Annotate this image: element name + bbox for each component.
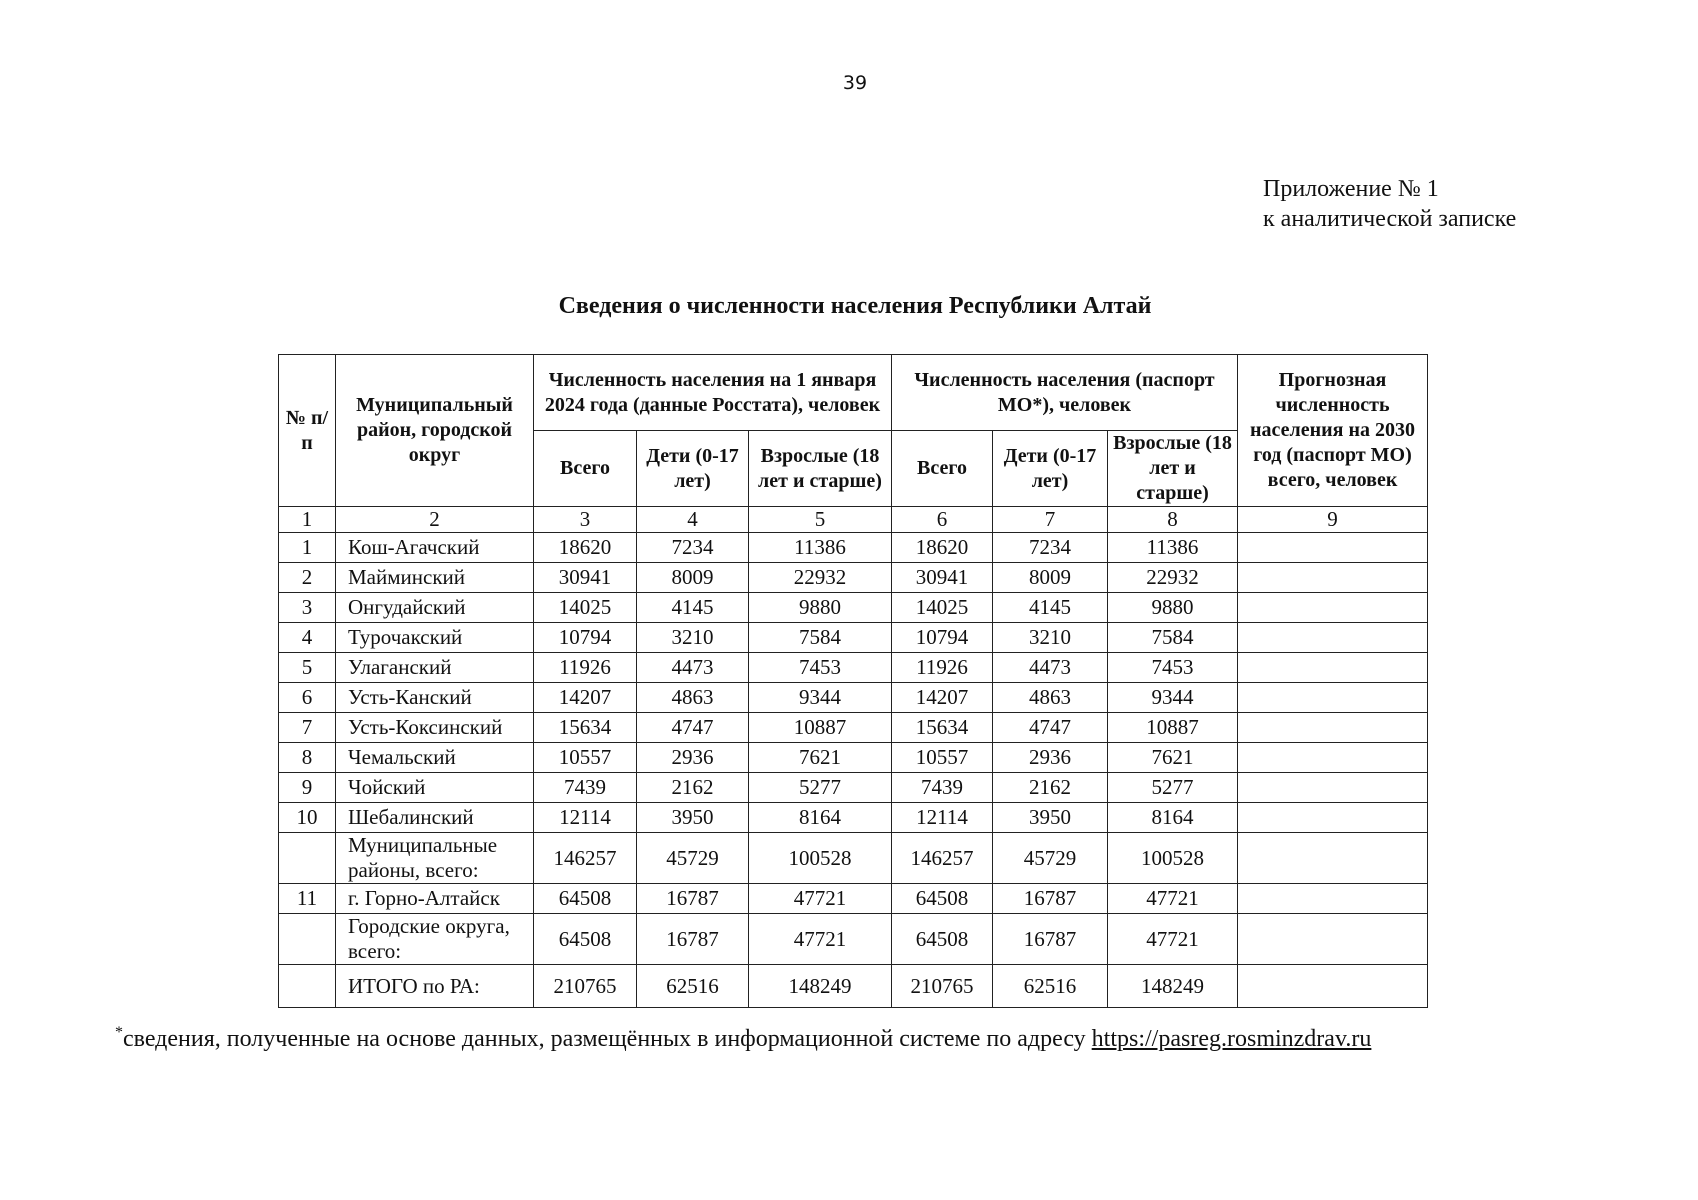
value-cell: 146257: [892, 833, 993, 884]
header-passport-children: Дети (0-17 лет): [993, 431, 1108, 507]
value-cell: 4747: [637, 713, 749, 743]
value-cell: 45729: [993, 833, 1108, 884]
value-cell: 14207: [892, 683, 993, 713]
value-cell: 4863: [637, 683, 749, 713]
value-cell: 10557: [892, 743, 993, 773]
value-cell: [1238, 713, 1428, 743]
value-cell: 15634: [892, 713, 993, 743]
value-cell: 10887: [749, 713, 892, 743]
district-name: Городские округа, всего:: [336, 914, 534, 965]
row-number: 10: [279, 803, 336, 833]
value-cell: 9880: [1108, 593, 1238, 623]
value-cell: 18620: [892, 533, 993, 563]
value-cell: 64508: [892, 914, 993, 965]
appendix-line-1: Приложение № 1: [1263, 176, 1439, 202]
table-row: [279, 623, 1428, 653]
column-number: 6: [892, 507, 993, 533]
district-name: Шебалинский: [336, 803, 534, 833]
value-cell: 7621: [1108, 743, 1238, 773]
value-cell: 12114: [892, 803, 993, 833]
value-cell: 11926: [892, 653, 993, 683]
value-cell: 64508: [534, 884, 637, 914]
table-row: [279, 593, 1428, 623]
value-cell: 47721: [749, 914, 892, 965]
table-row: [279, 533, 1428, 563]
value-cell: 3950: [993, 803, 1108, 833]
district-name: Чойский: [336, 773, 534, 803]
value-cell: 100528: [1108, 833, 1238, 884]
value-cell: 9880: [749, 593, 892, 623]
cities-total-row: [279, 914, 1428, 965]
value-cell: 8009: [993, 563, 1108, 593]
table-row: [279, 683, 1428, 713]
value-cell: 7584: [1108, 623, 1238, 653]
appendix-line-2: к аналитической записке: [1263, 206, 1517, 232]
column-number: 2: [336, 507, 534, 533]
districts-total-row: [279, 833, 1428, 884]
value-cell: [1238, 623, 1428, 653]
value-cell: 7453: [1108, 653, 1238, 683]
value-cell: [1238, 884, 1428, 914]
value-cell: [1238, 965, 1428, 1008]
row-number: 6: [279, 683, 336, 713]
column-number: 1: [279, 507, 336, 533]
value-cell: 2936: [993, 743, 1108, 773]
value-cell: 30941: [892, 563, 993, 593]
value-cell: 7621: [749, 743, 892, 773]
value-cell: 8164: [1108, 803, 1238, 833]
district-name: Онгудайский: [336, 593, 534, 623]
row-number: 9: [279, 773, 336, 803]
row-number: 8: [279, 743, 336, 773]
population-table: [278, 354, 1428, 1008]
value-cell: [1238, 914, 1428, 965]
column-number: 8: [1108, 507, 1238, 533]
empty-cell: [279, 914, 336, 965]
value-cell: 47721: [1108, 884, 1238, 914]
value-cell: 3210: [637, 623, 749, 653]
value-cell: 4863: [993, 683, 1108, 713]
district-name: Усть-Коксинский: [336, 713, 534, 743]
row-number: 2: [279, 563, 336, 593]
value-cell: 22932: [1108, 563, 1238, 593]
value-cell: 8164: [749, 803, 892, 833]
value-cell: 14207: [534, 683, 637, 713]
value-cell: 62516: [993, 965, 1108, 1008]
header-row-groups: [279, 355, 1428, 431]
row-number: 4: [279, 623, 336, 653]
value-cell: 148249: [749, 965, 892, 1008]
value-cell: 14025: [892, 593, 993, 623]
table-row: [279, 713, 1428, 743]
value-cell: [1238, 653, 1428, 683]
value-cell: 22932: [749, 563, 892, 593]
header-passport-adults: Взрослые (18 лет и старше): [1108, 431, 1238, 507]
row-number: 11: [279, 884, 336, 914]
district-name: Чемальский: [336, 743, 534, 773]
value-cell: 7584: [749, 623, 892, 653]
empty-cell: [279, 833, 336, 884]
table-row: [279, 773, 1428, 803]
value-cell: 4145: [993, 593, 1108, 623]
header-district: Муниципальный район, городской округ: [336, 355, 534, 507]
district-name: Майминский: [336, 563, 534, 593]
value-cell: [1238, 683, 1428, 713]
value-cell: 5277: [1108, 773, 1238, 803]
value-cell: [1238, 833, 1428, 884]
value-cell: 148249: [1108, 965, 1238, 1008]
value-cell: 47721: [749, 884, 892, 914]
document-title: Сведения о численности населения Республики Алтай: [558, 293, 1152, 319]
value-cell: [1238, 743, 1428, 773]
row-number: 3: [279, 593, 336, 623]
value-cell: 7439: [534, 773, 637, 803]
footnote-text: сведения, полученные на основе данных, размещённых в информационной системе по адресу: [123, 1026, 1092, 1052]
value-cell: 64508: [892, 884, 993, 914]
column-numbers-row: [279, 507, 1428, 533]
district-name: Кош-Агачский: [336, 533, 534, 563]
column-number: 3: [534, 507, 637, 533]
district-name: Усть-Канский: [336, 683, 534, 713]
footnote: [115, 1024, 1371, 1053]
value-cell: [1238, 773, 1428, 803]
value-cell: 11386: [1108, 533, 1238, 563]
value-cell: 9344: [749, 683, 892, 713]
value-cell: 4747: [993, 713, 1108, 743]
footnote-link[interactable]: https://pasreg.rosminzdrav.ru: [1091, 1026, 1372, 1052]
column-number: 5: [749, 507, 892, 533]
row-number: 1: [279, 533, 336, 563]
header-rosstat-adults: Взрослые (18 лет и старше): [749, 431, 892, 507]
value-cell: 7234: [993, 533, 1108, 563]
value-cell: 16787: [993, 914, 1108, 965]
column-number: 4: [637, 507, 749, 533]
value-cell: 18620: [534, 533, 637, 563]
row-number: 7: [279, 713, 336, 743]
value-cell: 4145: [637, 593, 749, 623]
table-body: [279, 533, 1428, 1008]
value-cell: 2936: [637, 743, 749, 773]
header-rosstat-total: Всего: [534, 431, 637, 507]
value-cell: 8009: [637, 563, 749, 593]
value-cell: [1238, 563, 1428, 593]
column-number: 9: [1238, 507, 1428, 533]
value-cell: 10887: [1108, 713, 1238, 743]
district-name: г. Горно-Алтайск: [336, 884, 534, 914]
value-cell: 47721: [1108, 914, 1238, 965]
district-name: Улаганский: [336, 653, 534, 683]
value-cell: 45729: [637, 833, 749, 884]
value-cell: 4473: [993, 653, 1108, 683]
empty-cell: [279, 965, 336, 1008]
column-number: 7: [993, 507, 1108, 533]
value-cell: 9344: [1108, 683, 1238, 713]
value-cell: 3210: [993, 623, 1108, 653]
value-cell: 15634: [534, 713, 637, 743]
value-cell: 10794: [534, 623, 637, 653]
value-cell: 2162: [993, 773, 1108, 803]
header-num: № п/п: [279, 355, 336, 507]
district-name: Муниципальные районы, всего:: [336, 833, 534, 884]
value-cell: 100528: [749, 833, 892, 884]
value-cell: 4473: [637, 653, 749, 683]
page-number: 39: [842, 72, 868, 94]
row-number: 5: [279, 653, 336, 683]
value-cell: 146257: [534, 833, 637, 884]
header-passport-total: Всего: [892, 431, 993, 507]
value-cell: 12114: [534, 803, 637, 833]
value-cell: 16787: [637, 884, 749, 914]
footnote-mark: *: [115, 1024, 123, 1041]
value-cell: 210765: [892, 965, 993, 1008]
value-cell: 11386: [749, 533, 892, 563]
table-row: [279, 803, 1428, 833]
table-row: [279, 563, 1428, 593]
value-cell: 14025: [534, 593, 637, 623]
grand-total-row: [279, 965, 1428, 1008]
value-cell: 30941: [534, 563, 637, 593]
value-cell: 16787: [993, 884, 1108, 914]
appendix-note: [1263, 174, 1516, 234]
table-row: [279, 884, 1428, 914]
district-name: Турочакский: [336, 623, 534, 653]
value-cell: 7439: [892, 773, 993, 803]
value-cell: 62516: [637, 965, 749, 1008]
table-row: [279, 653, 1428, 683]
value-cell: 3950: [637, 803, 749, 833]
value-cell: 210765: [534, 965, 637, 1008]
value-cell: 64508: [534, 914, 637, 965]
value-cell: 7453: [749, 653, 892, 683]
value-cell: 10794: [892, 623, 993, 653]
value-cell: 16787: [637, 914, 749, 965]
header-rosstat-group: Численность населения на 1 января 2024 года (данные Росстата), человек: [534, 355, 892, 431]
header-rosstat-children: Дети (0-17 лет): [637, 431, 749, 507]
value-cell: 10557: [534, 743, 637, 773]
value-cell: 2162: [637, 773, 749, 803]
district-name: ИТОГО по РА:: [336, 965, 534, 1008]
value-cell: [1238, 803, 1428, 833]
table-row: [279, 743, 1428, 773]
value-cell: 7234: [637, 533, 749, 563]
value-cell: [1238, 533, 1428, 563]
value-cell: 11926: [534, 653, 637, 683]
value-cell: 5277: [749, 773, 892, 803]
header-passport-group: Численность населения (паспорт МО*), человек: [892, 355, 1238, 431]
header-forecast: Прогнозная численность населения на 2030 год (паспорт МО) всего, человек: [1238, 355, 1428, 507]
value-cell: [1238, 593, 1428, 623]
